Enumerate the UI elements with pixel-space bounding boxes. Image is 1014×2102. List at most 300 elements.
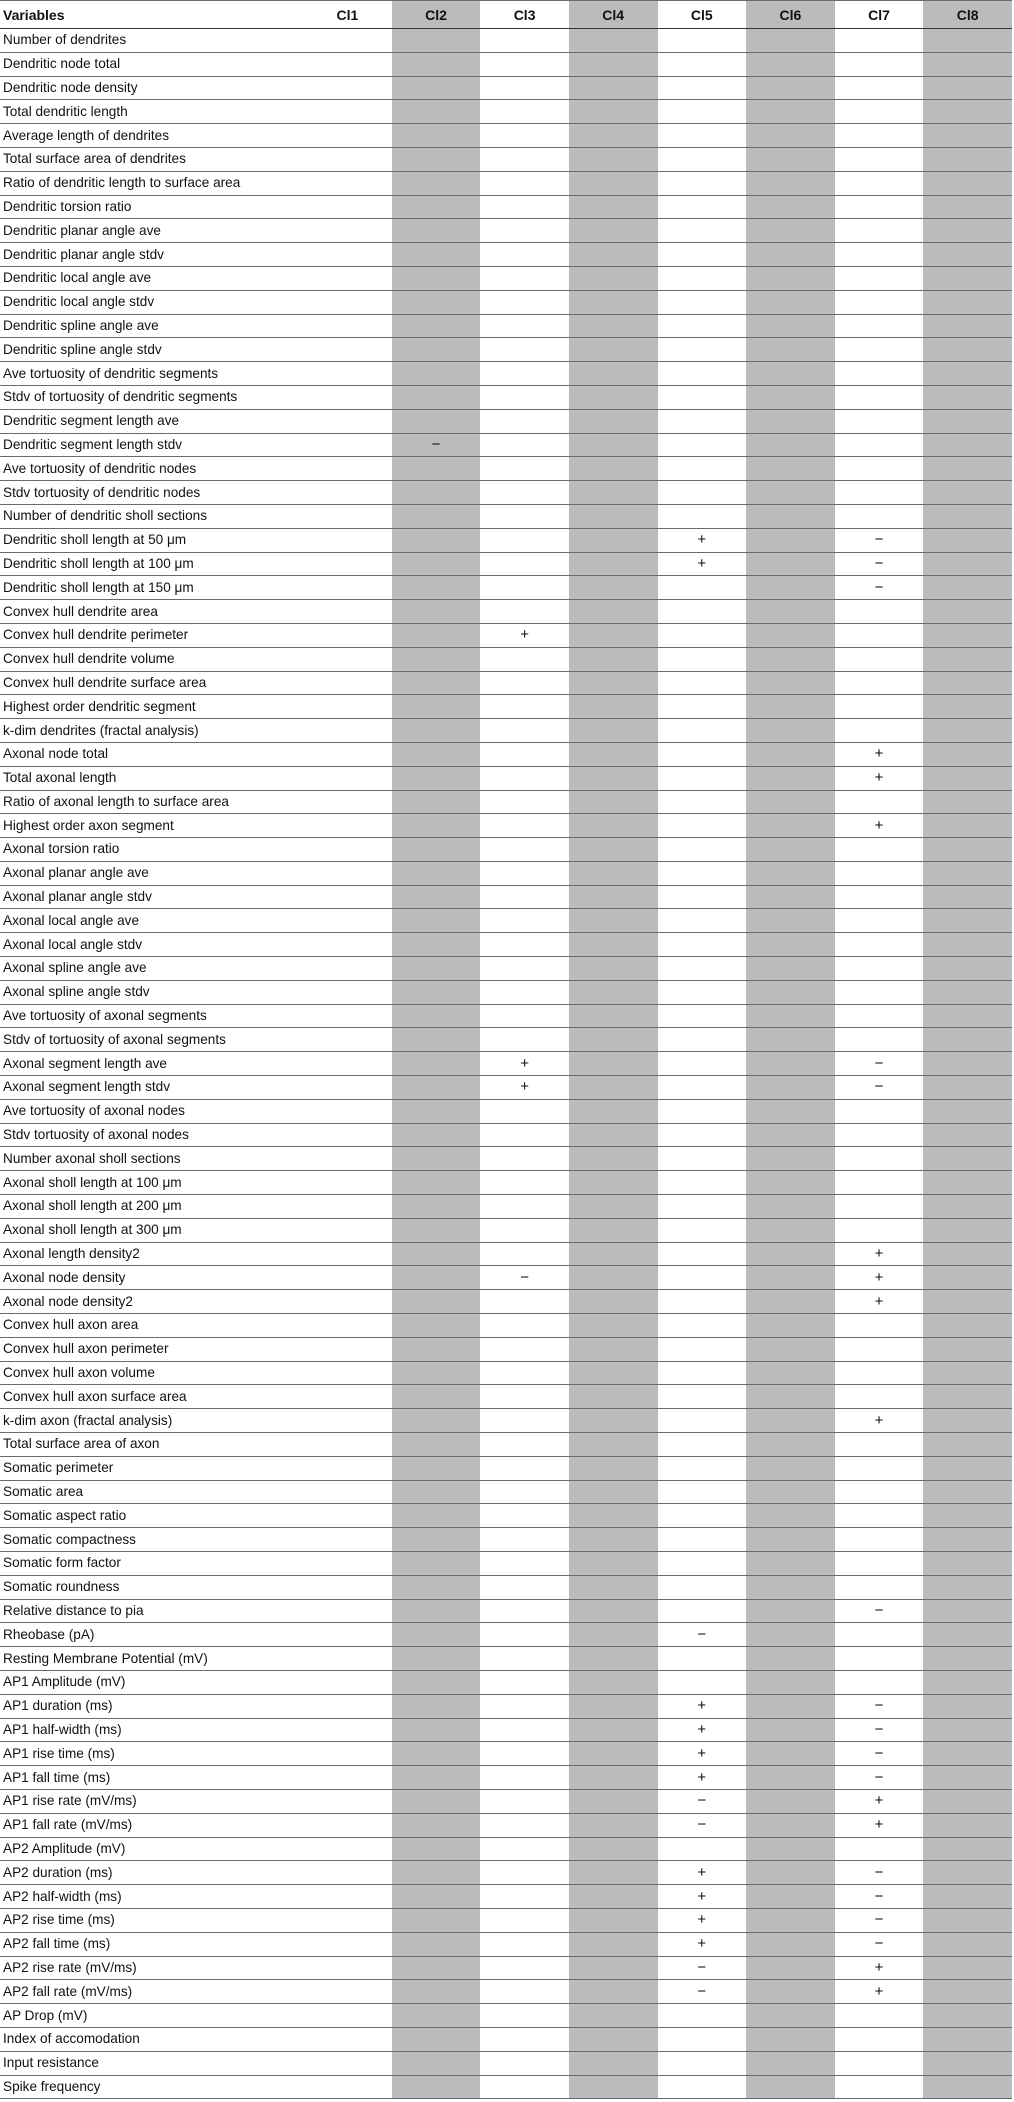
cluster-cell-cl3 (480, 124, 569, 148)
cluster-cell-cl2 (392, 1552, 481, 1576)
cluster-cell-cl3 (480, 576, 569, 600)
cluster-cell-cl1 (303, 76, 392, 100)
cluster-cell-cl3 (480, 885, 569, 909)
cluster-cell-cl2 (392, 861, 481, 885)
cluster-cell-cl4 (569, 1099, 658, 1123)
cluster-cell-cl6 (746, 980, 835, 1004)
cluster-cell-cl4 (569, 719, 658, 743)
cluster-cell-cl4 (569, 1266, 658, 1290)
cluster-cell-cl7 (835, 1195, 924, 1219)
cluster-cell-cl3 (480, 2004, 569, 2028)
cluster-cell-cl5 (658, 719, 747, 743)
table-row (0, 790, 1012, 814)
cluster-cell-cl3 (480, 1861, 569, 1885)
table-row (0, 1171, 1012, 1195)
variable-label: AP2 rise rate (mV/ms) (0, 1956, 303, 1980)
cluster-cell-cl2 (392, 171, 481, 195)
table-row (0, 528, 1012, 552)
cluster-cell-cl4 (569, 1694, 658, 1718)
cluster-cell-cl6 (746, 124, 835, 148)
cluster-cell-cl5 (658, 1670, 747, 1694)
cluster-cell-cl2 (392, 1623, 481, 1647)
cluster-cell-cl8 (923, 1290, 1012, 1314)
cluster-cell-cl5 (658, 1385, 747, 1409)
cluster-cell-cl8 (923, 790, 1012, 814)
cluster-cell-cl2 (392, 76, 481, 100)
table-row (0, 1861, 1012, 1885)
cluster-cell-cl1 (303, 1409, 392, 1433)
table-row (0, 314, 1012, 338)
cluster-cell-cl5: + (658, 1742, 747, 1766)
variable-label: Total dendritic length (0, 100, 303, 124)
cluster-cell-cl3 (480, 147, 569, 171)
cluster-cell-cl5 (658, 52, 747, 76)
cluster-cell-cl8 (923, 1266, 1012, 1290)
variable-label: Relative distance to pia (0, 1599, 303, 1623)
cluster-cell-cl2 (392, 243, 481, 267)
cluster-cell-cl3 (480, 1314, 569, 1338)
cluster-cell-cl3 (480, 1456, 569, 1480)
variable-label: Axonal node density2 (0, 1290, 303, 1314)
cluster-cell-cl1 (303, 2004, 392, 2028)
cluster-cell-cl1 (303, 2051, 392, 2075)
cluster-cell-cl3 (480, 2051, 569, 2075)
variable-label: Axonal node density (0, 1266, 303, 1290)
cluster-cell-cl2 (392, 2004, 481, 2028)
cluster-cell-cl1 (303, 766, 392, 790)
cluster-cell-cl8 (923, 1932, 1012, 1956)
cluster-cell-cl6 (746, 600, 835, 624)
cluster-cell-cl2 (392, 695, 481, 719)
table-row (0, 1147, 1012, 1171)
cluster-cell-cl3 (480, 671, 569, 695)
cluster-cell-cl6 (746, 1932, 835, 1956)
table-row (0, 2075, 1012, 2099)
cluster-cell-cl8 (923, 290, 1012, 314)
table-row (0, 814, 1012, 838)
cluster-cell-cl6 (746, 1218, 835, 1242)
cluster-cell-cl4 (569, 1789, 658, 1813)
cluster-cell-cl6 (746, 647, 835, 671)
cluster-cell-cl5 (658, 1171, 747, 1195)
cluster-cell-cl7: + (835, 1266, 924, 1290)
cluster-cell-cl3 (480, 790, 569, 814)
cluster-cell-cl5: + (658, 552, 747, 576)
variable-label: Number of dendrites (0, 29, 303, 53)
table-row (0, 2004, 1012, 2028)
cluster-cell-cl5 (658, 29, 747, 53)
cluster-cell-cl6 (746, 1885, 835, 1909)
cluster-cell-cl5 (658, 1028, 747, 1052)
variable-label: AP2 half-width (ms) (0, 1885, 303, 1909)
cluster-cell-cl7 (835, 1361, 924, 1385)
cluster-cell-cl7 (835, 1504, 924, 1528)
cluster-cell-cl4 (569, 1885, 658, 1909)
cluster-cell-cl5: + (658, 1718, 747, 1742)
variable-label: Convex hull axon area (0, 1314, 303, 1338)
cluster-cell-cl3 (480, 766, 569, 790)
cluster-cell-cl2 (392, 1932, 481, 1956)
table-row (0, 1647, 1012, 1671)
table-row (0, 290, 1012, 314)
cluster-cell-cl3 (480, 1623, 569, 1647)
cluster-cell-cl6 (746, 1290, 835, 1314)
variable-label: Stdv of tortuosity of dendritic segments (0, 385, 303, 409)
cluster-cell-cl2 (392, 1480, 481, 1504)
table-row (0, 742, 1012, 766)
cluster-cell-cl6 (746, 1647, 835, 1671)
cluster-cell-cl8 (923, 1552, 1012, 1576)
cluster-cell-cl4 (569, 338, 658, 362)
cluster-cell-cl6 (746, 100, 835, 124)
cluster-cell-cl8 (923, 1885, 1012, 1909)
cluster-cell-cl1 (303, 1433, 392, 1457)
cluster-cell-cl3 (480, 957, 569, 981)
variable-label: AP1 fall time (ms) (0, 1766, 303, 1790)
cluster-cell-cl6 (746, 1789, 835, 1813)
variable-label: Resting Membrane Potential (mV) (0, 1647, 303, 1671)
cluster-cell-cl4 (569, 1599, 658, 1623)
cluster-cell-cl4 (569, 838, 658, 862)
cluster-cell-cl5 (658, 1099, 747, 1123)
cluster-cell-cl7: − (835, 1885, 924, 1909)
cluster-cell-cl5 (658, 314, 747, 338)
cluster-cell-cl5 (658, 647, 747, 671)
cluster-cell-cl2 (392, 814, 481, 838)
table-row (0, 338, 1012, 362)
cluster-cell-cl7: − (835, 528, 924, 552)
cluster-cell-cl6 (746, 1123, 835, 1147)
cluster-cell-cl3 (480, 2027, 569, 2051)
cluster-cell-cl4 (569, 671, 658, 695)
variable-label: Somatic form factor (0, 1552, 303, 1576)
table-row (0, 1813, 1012, 1837)
variable-label: AP2 fall rate (mV/ms) (0, 1980, 303, 2004)
cluster-cell-cl7 (835, 124, 924, 148)
table-row (0, 1552, 1012, 1576)
cluster-cell-cl1 (303, 1361, 392, 1385)
cluster-cell-cl1 (303, 790, 392, 814)
variable-label: Convex hull dendrite area (0, 600, 303, 624)
cluster-cell-cl5 (658, 1433, 747, 1457)
variable-label: AP1 fall rate (mV/ms) (0, 1813, 303, 1837)
cluster-cell-cl4 (569, 2027, 658, 2051)
cluster-cell-cl2 (392, 1766, 481, 1790)
cluster-cell-cl1 (303, 552, 392, 576)
cluster-cell-cl6 (746, 1361, 835, 1385)
cluster-cell-cl1 (303, 1480, 392, 1504)
cluster-cell-cl6 (746, 1861, 835, 1885)
cluster-cell-cl1 (303, 1242, 392, 1266)
cluster-cell-cl8 (923, 1575, 1012, 1599)
cluster-cell-cl4 (569, 2004, 658, 2028)
cluster-cell-cl1 (303, 52, 392, 76)
cluster-cell-cl6 (746, 504, 835, 528)
cluster-cell-cl6 (746, 885, 835, 909)
cluster-cell-cl7 (835, 1337, 924, 1361)
cluster-cell-cl4 (569, 790, 658, 814)
cluster-cell-cl3 (480, 314, 569, 338)
cluster-cell-cl6 (746, 1670, 835, 1694)
cluster-cell-cl7: − (835, 1861, 924, 1885)
cluster-cell-cl3 (480, 29, 569, 53)
table-row (0, 1337, 1012, 1361)
cluster-cell-cl8 (923, 409, 1012, 433)
cluster-cell-cl8 (923, 1694, 1012, 1718)
cluster-cell-cl5 (658, 457, 747, 481)
cluster-cell-cl7: + (835, 1956, 924, 1980)
cluster-cell-cl5 (658, 1290, 747, 1314)
cluster-cell-cl2 (392, 1147, 481, 1171)
variable-label: Axonal spline angle ave (0, 957, 303, 981)
cluster-cell-cl4 (569, 1837, 658, 1861)
cluster-cell-cl1 (303, 1504, 392, 1528)
cluster-cell-cl3 (480, 1195, 569, 1219)
cluster-cell-cl4 (569, 623, 658, 647)
cluster-cell-cl5 (658, 171, 747, 195)
cluster-header-cl7: Cl7 (835, 1, 924, 29)
cluster-cell-cl6 (746, 1956, 835, 1980)
cluster-cell-cl6 (746, 409, 835, 433)
variable-label: Ave tortuosity of axonal segments (0, 1004, 303, 1028)
table-row (0, 885, 1012, 909)
cluster-cell-cl4 (569, 362, 658, 386)
variable-label: Axonal torsion ratio (0, 838, 303, 862)
cluster-cell-cl6 (746, 2075, 835, 2099)
cluster-cell-cl6 (746, 266, 835, 290)
cluster-cell-cl1 (303, 1670, 392, 1694)
cluster-cell-cl1 (303, 266, 392, 290)
cluster-cell-cl1 (303, 100, 392, 124)
variable-label: AP1 rise rate (mV/ms) (0, 1789, 303, 1813)
cluster-cell-cl5: − (658, 1956, 747, 1980)
cluster-cell-cl4 (569, 980, 658, 1004)
table-row (0, 1456, 1012, 1480)
cluster-cell-cl7: + (835, 814, 924, 838)
cluster-cell-cl8 (923, 100, 1012, 124)
cluster-cell-cl3 (480, 1552, 569, 1576)
cluster-cell-cl1 (303, 1956, 392, 1980)
cluster-cell-cl6 (746, 838, 835, 862)
cluster-cell-cl1 (303, 600, 392, 624)
variable-label: Number of dendritic sholl sections (0, 504, 303, 528)
variables-header: Variables (0, 1, 303, 29)
cluster-cell-cl5 (658, 766, 747, 790)
cluster-cell-cl8 (923, 1314, 1012, 1338)
cluster-cell-cl7 (835, 481, 924, 505)
variable-label: Somatic roundness (0, 1575, 303, 1599)
cluster-cell-cl2 (392, 790, 481, 814)
cluster-cell-cl1 (303, 504, 392, 528)
cluster-cell-cl2 (392, 290, 481, 314)
cluster-cell-cl8 (923, 314, 1012, 338)
cluster-cell-cl8 (923, 1861, 1012, 1885)
cluster-cell-cl2 (392, 1195, 481, 1219)
cluster-cell-cl4 (569, 100, 658, 124)
cluster-cell-cl7 (835, 314, 924, 338)
cluster-cell-cl3 (480, 933, 569, 957)
cluster-cell-cl2 (392, 457, 481, 481)
cluster-cell-cl3 (480, 76, 569, 100)
cluster-cell-cl8 (923, 1599, 1012, 1623)
cluster-cell-cl6 (746, 1742, 835, 1766)
cluster-cell-cl7 (835, 1314, 924, 1338)
cluster-cell-cl3 (480, 1099, 569, 1123)
cluster-cell-cl3 (480, 219, 569, 243)
cluster-cell-cl5: + (658, 1861, 747, 1885)
cluster-cell-cl8 (923, 933, 1012, 957)
table-row (0, 1290, 1012, 1314)
cluster-cell-cl5: + (658, 1766, 747, 1790)
cluster-cell-cl2 (392, 1813, 481, 1837)
table-row (0, 457, 1012, 481)
cluster-cell-cl5 (658, 1076, 747, 1100)
cluster-cell-cl8 (923, 385, 1012, 409)
cluster-cell-cl6 (746, 52, 835, 76)
cluster-cell-cl4 (569, 552, 658, 576)
cluster-cell-cl3 (480, 1290, 569, 1314)
cluster-cell-cl2 (392, 1742, 481, 1766)
cluster-cell-cl7: − (835, 576, 924, 600)
cluster-cell-cl7 (835, 671, 924, 695)
cluster-cell-cl7 (835, 338, 924, 362)
cluster-cell-cl3 (480, 1932, 569, 1956)
cluster-cell-cl1 (303, 576, 392, 600)
cluster-cell-cl4 (569, 266, 658, 290)
cluster-cell-cl7 (835, 1837, 924, 1861)
cluster-cell-cl4 (569, 1242, 658, 1266)
cluster-cell-cl2: − (392, 433, 481, 457)
cluster-cell-cl8 (923, 838, 1012, 862)
cluster-cell-cl5 (658, 147, 747, 171)
cluster-cell-cl2 (392, 362, 481, 386)
cluster-cell-cl1 (303, 1647, 392, 1671)
cluster-cell-cl1 (303, 933, 392, 957)
cluster-cell-cl8 (923, 29, 1012, 53)
cluster-cell-cl4 (569, 52, 658, 76)
cluster-cell-cl3 (480, 1885, 569, 1909)
table-row (0, 219, 1012, 243)
cluster-cell-cl1 (303, 1004, 392, 1028)
cluster-cell-cl3: − (480, 1266, 569, 1290)
cluster-cell-cl1 (303, 147, 392, 171)
variable-label: Somatic perimeter (0, 1456, 303, 1480)
cluster-cell-cl2 (392, 766, 481, 790)
cluster-cell-cl6 (746, 1504, 835, 1528)
cluster-cell-cl7 (835, 2051, 924, 2075)
cluster-cell-cl1 (303, 1123, 392, 1147)
cluster-cell-cl5 (658, 1480, 747, 1504)
cluster-cell-cl3 (480, 362, 569, 386)
cluster-cell-cl6 (746, 861, 835, 885)
cluster-cell-cl3 (480, 52, 569, 76)
cluster-cell-cl6 (746, 1337, 835, 1361)
variable-label: Stdv of tortuosity of axonal segments (0, 1028, 303, 1052)
cluster-cell-cl4 (569, 1718, 658, 1742)
cluster-cell-cl6 (746, 147, 835, 171)
cluster-cell-cl2 (392, 1123, 481, 1147)
cluster-cell-cl8 (923, 195, 1012, 219)
cluster-cell-cl8 (923, 2004, 1012, 2028)
cluster-cell-cl6 (746, 1813, 835, 1837)
cluster-cell-cl3: + (480, 1052, 569, 1076)
cluster-cell-cl4 (569, 1670, 658, 1694)
cluster-cell-cl5 (658, 481, 747, 505)
cluster-cell-cl8 (923, 1433, 1012, 1457)
cluster-cell-cl7 (835, 1385, 924, 1409)
cluster-cell-cl1 (303, 1599, 392, 1623)
cluster-cell-cl5 (658, 1528, 747, 1552)
table-row (0, 1123, 1012, 1147)
variable-label: Dendritic spline angle stdv (0, 338, 303, 362)
cluster-cell-cl6 (746, 1552, 835, 1576)
cluster-cell-cl1 (303, 171, 392, 195)
cluster-cell-cl3 (480, 1647, 569, 1671)
cluster-cell-cl5 (658, 2051, 747, 2075)
cluster-cell-cl7 (835, 147, 924, 171)
cluster-cell-cl1 (303, 1099, 392, 1123)
cluster-cell-cl8 (923, 1528, 1012, 1552)
cluster-cell-cl2 (392, 552, 481, 576)
cluster-cell-cl6 (746, 29, 835, 53)
cluster-cell-cl2 (392, 481, 481, 505)
cluster-cell-cl3 (480, 385, 569, 409)
table-row (0, 243, 1012, 267)
cluster-cell-cl6 (746, 1480, 835, 1504)
cluster-cell-cl1 (303, 957, 392, 981)
cluster-cell-cl5 (658, 861, 747, 885)
cluster-cell-cl7 (835, 1480, 924, 1504)
cluster-cell-cl7 (835, 838, 924, 862)
cluster-cell-cl4 (569, 576, 658, 600)
cluster-cell-cl2 (392, 909, 481, 933)
cluster-cell-cl7 (835, 100, 924, 124)
cluster-cell-cl6 (746, 1004, 835, 1028)
cluster-cell-cl3 (480, 1337, 569, 1361)
cluster-cell-cl3 (480, 481, 569, 505)
table-row (0, 1361, 1012, 1385)
cluster-cell-cl4 (569, 1528, 658, 1552)
cluster-cell-cl7 (835, 719, 924, 743)
cluster-cell-cl3 (480, 243, 569, 267)
cluster-cell-cl2 (392, 1242, 481, 1266)
cluster-cell-cl6 (746, 314, 835, 338)
variable-label: AP2 rise time (ms) (0, 1908, 303, 1932)
cluster-cell-cl4 (569, 1361, 658, 1385)
table-row (0, 695, 1012, 719)
variable-label: Highest order axon segment (0, 814, 303, 838)
cluster-cell-cl5 (658, 1052, 747, 1076)
cluster-cell-cl4 (569, 1337, 658, 1361)
cluster-cell-cl3 (480, 814, 569, 838)
cluster-cell-cl2 (392, 1052, 481, 1076)
cluster-cell-cl6 (746, 719, 835, 743)
cluster-cell-cl1 (303, 1908, 392, 1932)
cluster-cell-cl7: − (835, 1052, 924, 1076)
cluster-cell-cl3 (480, 195, 569, 219)
cluster-header-cl1: Cl1 (303, 1, 392, 29)
cluster-cell-cl7 (835, 1552, 924, 1576)
cluster-cell-cl5 (658, 266, 747, 290)
table-row (0, 385, 1012, 409)
cluster-cell-cl6 (746, 814, 835, 838)
variable-label: Axonal sholl length at 200 μm (0, 1195, 303, 1219)
cluster-cell-cl8 (923, 504, 1012, 528)
cluster-cell-cl7: + (835, 742, 924, 766)
cluster-cell-cl4 (569, 124, 658, 148)
cluster-cell-cl5 (658, 219, 747, 243)
cluster-cell-cl5 (658, 195, 747, 219)
